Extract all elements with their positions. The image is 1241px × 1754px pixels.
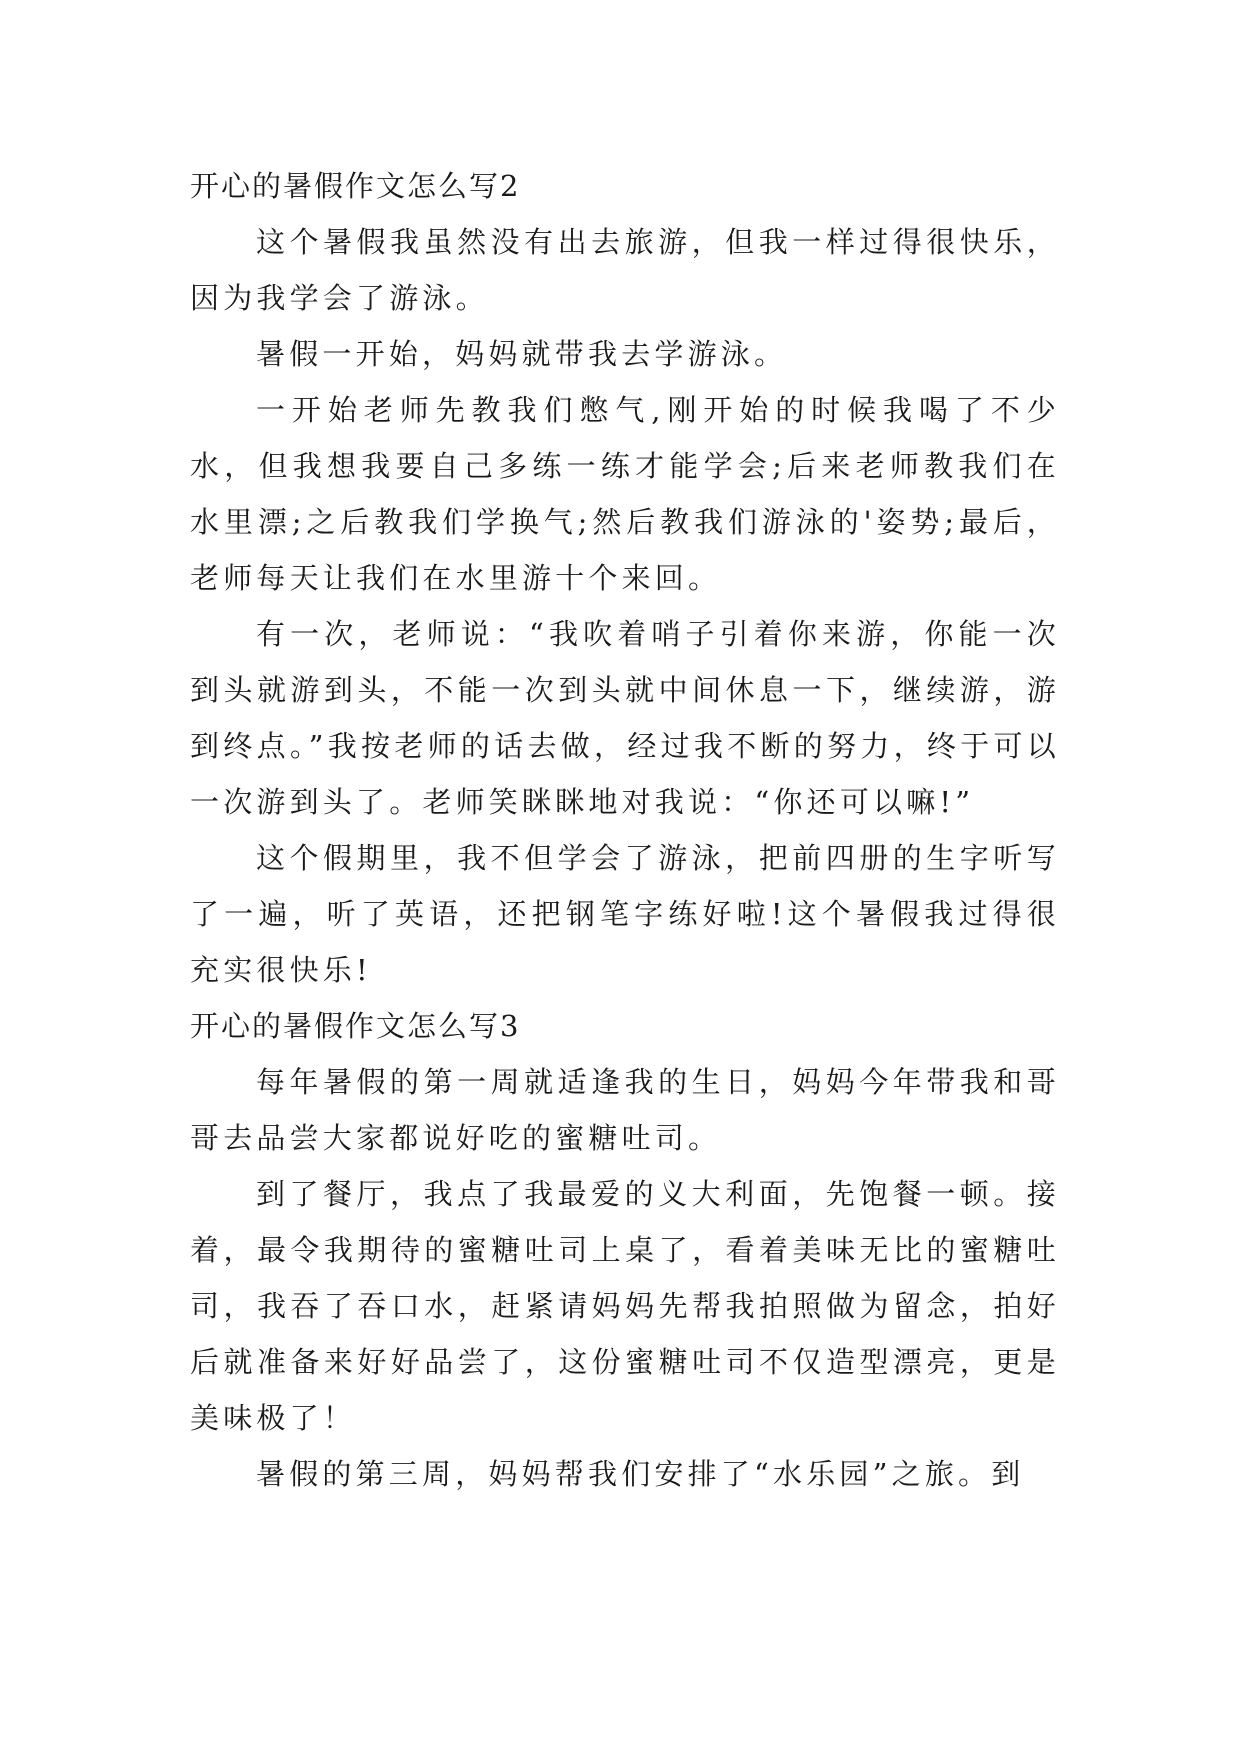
paragraph: 每年暑假的第一周就适逢我的生日，妈妈今年带我和哥哥去品尝大家都说好吃的蜜糖吐司。 xyxy=(190,1065,1060,1155)
paragraph: 这个暑假我虽然没有出去旅游，但我一样过得很快乐，因为我学会了游泳。 xyxy=(190,225,1060,315)
document-page xyxy=(190,158,1060,1502)
paragraph: 暑假一开始，妈妈就带我去学游泳。 xyxy=(256,337,788,371)
paragraph: 暑假的第三周，妈妈帮我们安排了“水乐园”之旅。到 xyxy=(256,1457,1025,1491)
paragraph: 有一次，老师说：“我吹着哨子引着你来游，你能一次到头就游到头，不能一次到头就中间休息一下，继续游，游到终点。”我按老师的话去做，经过我不断的努力，终于可以一次游到头了。老师笑眯眯地对我说：“你还可以嘛!” xyxy=(190,617,1060,819)
paragraph: 一开始老师先教我们憋气,刚开始的时候我喝了不少水，但我想我要自己多练一练才能学会;后来老师教我们在水里漂;之后教我们学换气;然后教我们游泳的'姿势;最后，老师每天让我们在水里游十个来回。 xyxy=(190,393,1060,595)
section-heading-2: 开心的暑假作文怎么写2 xyxy=(190,169,521,203)
paragraph: 这个假期里，我不但学会了游泳，把前四册的生字听写了一遍，听了英语，还把钢笔字练好啦!这个暑假我过得很充实很快乐! xyxy=(190,841,1060,987)
paragraph: 到了餐厅，我点了我最爱的义大利面，先饱餐一顿。接着，最令我期待的蜜糖吐司上桌了，看着美味无比的蜜糖吐司，我吞了吞口水，赶紧请妈妈先帮我拍照做为留念，拍好后就准备来好好品尝了，这份蜜糖吐司不仅造型漂亮，更是美味极了！ xyxy=(190,1177,1060,1435)
section-heading-3: 开心的暑假作文怎么写3 xyxy=(190,1009,521,1043)
